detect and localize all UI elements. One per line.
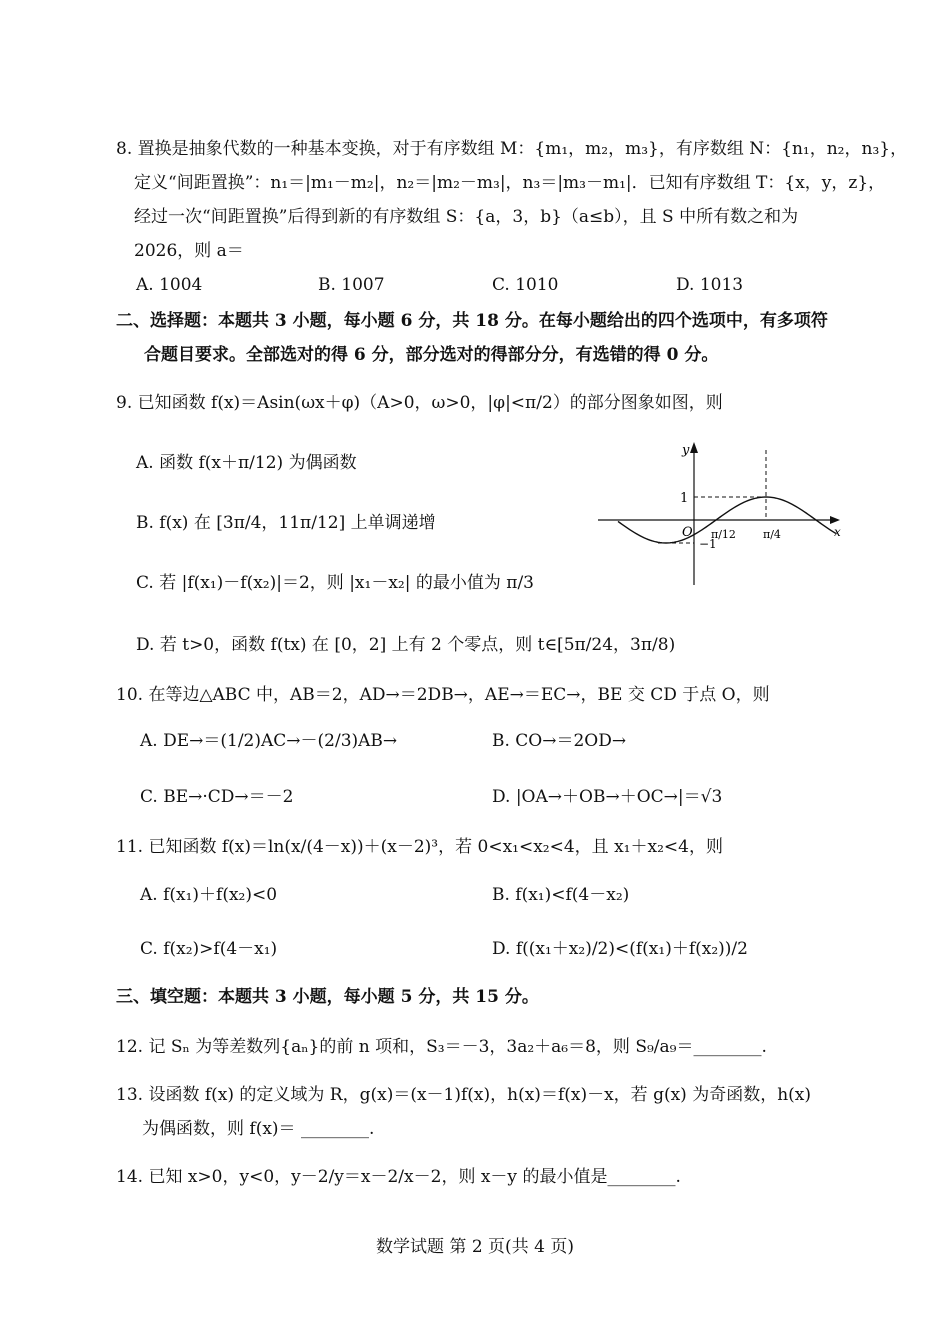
- q8-option-b: B. 1007: [318, 275, 385, 295]
- y-axis-arrow-icon: [690, 442, 698, 453]
- x-axis-arrow-icon: [830, 516, 840, 524]
- tick-label-pi4: π/4: [763, 528, 781, 541]
- q8-option-a: A. 1004: [136, 275, 203, 295]
- q14-line: 14. 已知 x>0，y<0，y－2/y＝x－2/x－2，则 x－y 的最小值是________.: [116, 1167, 681, 1187]
- q10-option-c: C. BE→·CD→＝－2: [140, 787, 294, 807]
- q10-option-d: D. |OA→＋OB→＋OC→|＝√3: [492, 787, 723, 807]
- q8-line-1: 8. 置换是抽象代数的一种基本变换，对于有序数组 M：{m₁，m₂，m₃}，有序数组 N：{n₁，n₂，n₃}，: [116, 139, 908, 159]
- q8-option-c: C. 1010: [492, 275, 559, 295]
- q12-line: 12. 记 Sₙ 为等差数列{aₙ}的前 n 项和，S₃＝－3，3a₂＋a₆＝8，则 S₉/a₉＝________.: [116, 1037, 767, 1057]
- q8-line-4: 2026，则 a＝: [134, 241, 244, 261]
- q9-option-d: D. 若 t>0，函数 f(tx) 在 [0，2] 上有 2 个零点，则 t∈[5π/24，3π/8): [136, 635, 676, 655]
- tick-label-y-neg1: −1: [699, 537, 717, 551]
- q11-option-d: D. f((x₁＋x₂)/2)<(f(x₁)＋f(x₂))/2: [492, 939, 748, 959]
- tick-label-y-1: 1: [680, 491, 689, 506]
- q9-option-b: B. f(x) 在 [3π/4，11π/12] 上单调递增: [136, 513, 436, 533]
- q8-line-3: 经过一次“间距置换”后得到新的有序数组 S：{a，3，b}（a≤b），且 S 中所有数之和为: [134, 207, 799, 227]
- q10-option-a: A. DE→＝(1/2)AC→－(2/3)AB→: [140, 731, 398, 751]
- q8-option-d: D. 1013: [676, 275, 744, 295]
- q9-sine-graph: [598, 440, 848, 590]
- q11-option-c: C. f(x₂)>f(4－x₁): [140, 939, 278, 959]
- tick-label-pi12: π/12: [711, 528, 736, 541]
- q10-stem: 10. 在等边△ABC 中，AB＝2，AD→＝2DB→，AE→＝EC→，BE 交 CD 于点 O，则: [116, 685, 770, 705]
- x-axis-label: x: [834, 525, 841, 539]
- section-3-heading: 三、填空题：本题共 3 小题，每小题 5 分，共 15 分。: [116, 987, 539, 1007]
- q13-line-1: 13. 设函数 f(x) 的定义域为 R，g(x)＝(x－1)f(x)，h(x)＝f(x)－x，若 g(x) 为奇函数，h(x): [116, 1085, 812, 1105]
- q13-line-2: 为偶函数，则 f(x)＝ ________.: [142, 1119, 375, 1139]
- q9-stem: 9. 已知函数 f(x)＝Asin(ωx＋φ)（A>0，ω>0，|φ|<π/2）的部分图象如图，则: [116, 393, 723, 413]
- q11-option-b: B. f(x₁)<f(4－x₂): [492, 885, 630, 905]
- q11-option-a: A. f(x₁)＋f(x₂)<0: [140, 885, 278, 905]
- y-axis-label: y: [682, 443, 690, 458]
- origin-label: O: [682, 525, 693, 540]
- q8-line-2: 定义“间距置换”：n₁＝|m₁－m₂|，n₂＝|m₂－m₃|，n₃＝|m₃－m₁|．已知有序数组 T：{x，y，z}，: [134, 173, 886, 193]
- q10-option-b: B. CO→＝2OD→: [492, 731, 627, 751]
- q9-option-c: C. 若 |f(x₁)－f(x₂)|＝2，则 |x₁－x₂| 的最小值为 π/3: [136, 573, 534, 593]
- page-footer: 数学试题 第 2 页(共 4 页): [376, 1237, 574, 1257]
- section-2-heading-line-1: 二、选择题：本题共 3 小题，每小题 6 分，共 18 分。在每小题给出的四个选项中，有多项符: [116, 311, 828, 331]
- section-2-heading-line-2: 合题目要求。全部选对的得 6 分，部分选对的得部分分，有选错的得 0 分。: [144, 345, 719, 365]
- q11-stem: 11. 已知函数 f(x)＝ln(x/(4－x))＋(x－2)³，若 0<x₁<x₂<4，且 x₁＋x₂<4，则: [116, 837, 723, 857]
- q9-option-a: A. 函数 f(x＋π/12) 为偶函数: [136, 453, 357, 473]
